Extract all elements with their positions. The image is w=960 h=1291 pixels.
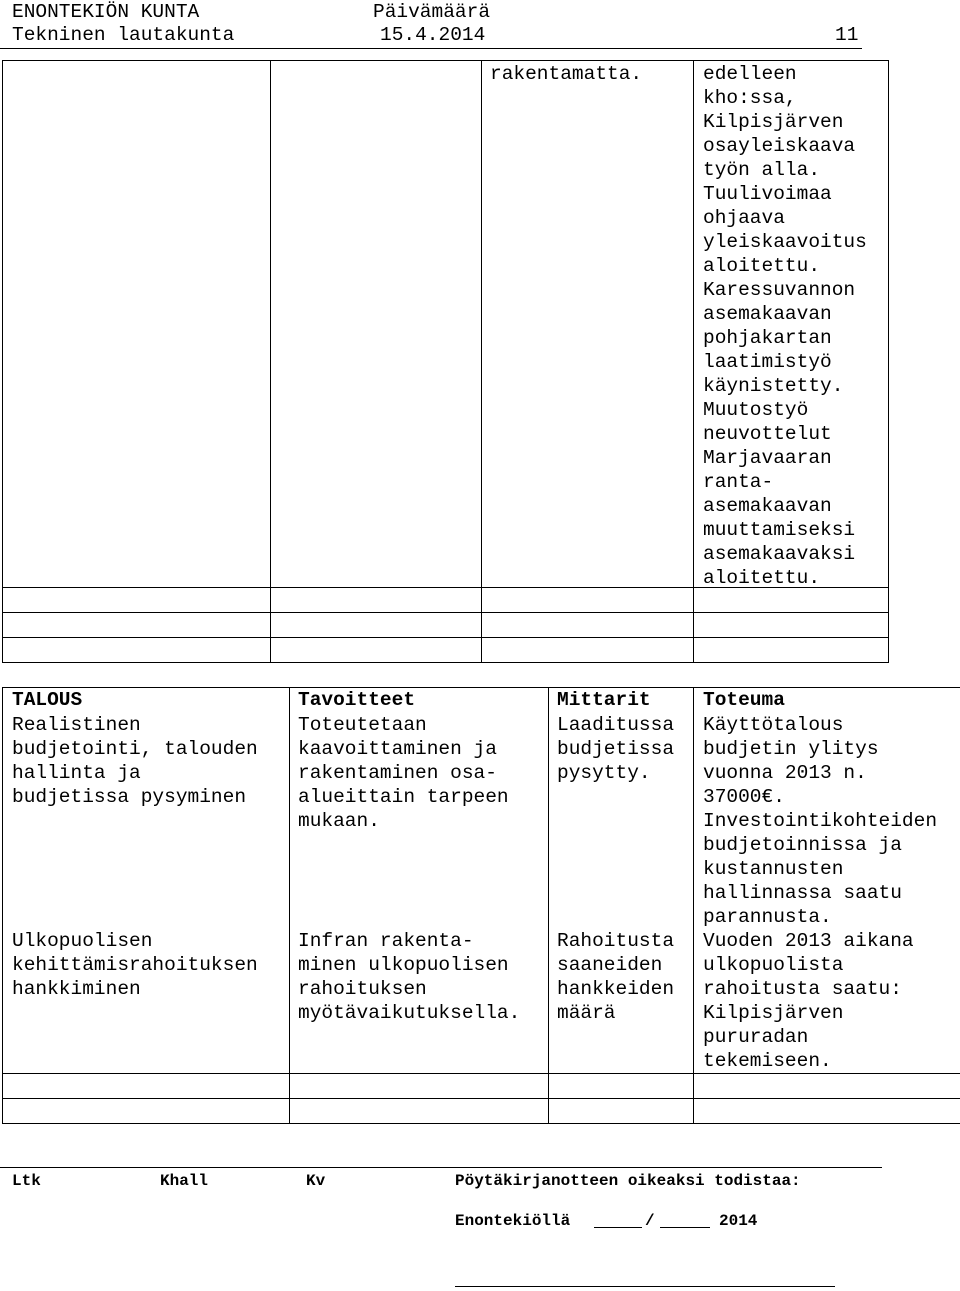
text-line: laatimistyö: [703, 351, 832, 373]
text-line: kustannusten: [703, 858, 844, 880]
text-line: pururadan: [703, 1026, 809, 1048]
text-line: ranta-: [703, 471, 774, 493]
text-line: vuonna 2013 n.: [703, 762, 867, 784]
text-line: asemakaavaksi: [703, 543, 856, 565]
text-line: Kilpisjärven: [703, 111, 844, 133]
text-line: myötävaikutuksella.: [298, 1002, 521, 1024]
top-toteuma-cell: [703, 62, 867, 590]
row2-toteuma-cell: [703, 929, 914, 1073]
text-line: parannusta.: [703, 906, 832, 928]
text-line: budjetointi, talouden: [12, 738, 258, 760]
text-line: Kilpisjärven: [703, 1002, 844, 1024]
text-line: minen ulkopuolisen: [298, 954, 509, 976]
municipality-name: ENONTEKIÖN KUNTA: [12, 1, 200, 23]
text-line: kehittämisrahoituksen: [12, 954, 258, 976]
date-slash: /: [645, 1212, 655, 1230]
text-line: Laaditussa: [557, 714, 675, 736]
meeting-date: 15.4.2014: [380, 24, 486, 46]
text-line: asemakaavan: [703, 303, 832, 325]
date-label: Päivämäärä: [373, 1, 491, 23]
row1-talous-cell: [12, 713, 258, 809]
text-line: Realistinen: [12, 714, 141, 736]
text-line: Muutostyö: [703, 399, 809, 421]
text-line: Rahoitusta: [557, 930, 675, 952]
text-line: neuvottelut: [703, 423, 832, 445]
text-line: työn alla.: [703, 159, 821, 181]
text-line: Investointikohteiden: [703, 810, 938, 832]
header-toteuma: Toteuma: [703, 689, 785, 711]
text-line: hankkiminen: [12, 978, 141, 1000]
text-line: määrä: [557, 1002, 616, 1024]
text-line: budjetin ylitys: [703, 738, 879, 760]
row1-tavoitteet-cell: [298, 713, 509, 833]
row1-toteuma-cell: [703, 713, 937, 929]
text-line: alueittain tarpeen: [298, 786, 509, 808]
text-line: hankkeiden: [557, 978, 675, 1000]
month-blank: [660, 1227, 710, 1228]
place-label: Enontekiöllä: [455, 1212, 571, 1230]
text-line: kho:ssa,: [703, 87, 797, 109]
text-line: Käyttötalous: [703, 714, 844, 736]
text-line: budjetoinnissa ja: [703, 834, 902, 856]
header-rule: [0, 48, 862, 49]
text-line: rakentaminen osa-: [298, 762, 497, 784]
top-mittarit-cell: rakentamatta.: [490, 63, 643, 85]
text-line: Infran rakenta-: [298, 930, 474, 952]
text-line: 37000€.: [703, 786, 785, 808]
text-line: saaneiden: [557, 954, 663, 976]
text-line: muuttamiseksi: [703, 519, 856, 541]
text-line: osayleiskaava: [703, 135, 856, 157]
signature-line: [455, 1286, 835, 1287]
row2-talous-cell: [12, 929, 258, 1001]
text-line: rahoitusta saatu:: [703, 978, 902, 1000]
text-line: kaavoittaminen ja: [298, 738, 497, 760]
text-line: Toteutetaan: [298, 714, 427, 736]
text-line: asemakaavan: [703, 495, 832, 517]
day-blank: [594, 1227, 642, 1228]
text-line: käynistetty.: [703, 375, 844, 397]
text-line: aloitettu.: [703, 567, 821, 589]
header-tavoitteet: Tavoitteet: [298, 689, 416, 711]
committee-name: Tekninen lautakunta: [12, 24, 235, 46]
footer-rule: [0, 1167, 882, 1168]
row2-tavoitteet-cell: [298, 929, 520, 1025]
row1-mittarit-cell: [557, 713, 674, 785]
text-line: pohjakartan: [703, 327, 832, 349]
text-line: ulkopuolista: [703, 954, 844, 976]
ltk-label: Ltk: [12, 1172, 41, 1190]
row2-mittarit-cell: [557, 929, 674, 1025]
text-line: budjetissa: [557, 738, 675, 760]
text-line: Marjavaaran: [703, 447, 832, 469]
text-line: aloitettu.: [703, 255, 821, 277]
text-line: hallinta ja: [12, 762, 141, 784]
certify-label: Pöytäkirjanotteen oikeaksi todistaa:: [455, 1172, 801, 1190]
text-line: ohjaava: [703, 207, 785, 229]
text-line: tekemiseen.: [703, 1050, 832, 1072]
khall-label: Khall: [160, 1172, 209, 1190]
text-line: Karessuvannon: [703, 279, 856, 301]
text-line: Ulkopuolisen: [12, 930, 153, 952]
text-line: yleiskaavoitus: [703, 231, 867, 253]
year-label: 2014: [719, 1212, 758, 1230]
kv-label: Kv: [306, 1172, 326, 1190]
text-line: rahoituksen: [298, 978, 427, 1000]
text-line: hallinnassa saatu: [703, 882, 902, 904]
text-line: mukaan.: [298, 810, 380, 832]
header-mittarit: Mittarit: [557, 689, 651, 711]
page-number: 11: [835, 24, 859, 46]
text-line: Vuoden 2013 aikana: [703, 930, 914, 952]
text-line: Tuulivoimaa: [703, 183, 832, 205]
text-line: pysytty.: [557, 762, 651, 784]
text-line: budjetissa pysyminen: [12, 786, 247, 808]
header-talous: TALOUS: [12, 689, 83, 711]
text-line: edelleen: [703, 63, 797, 85]
